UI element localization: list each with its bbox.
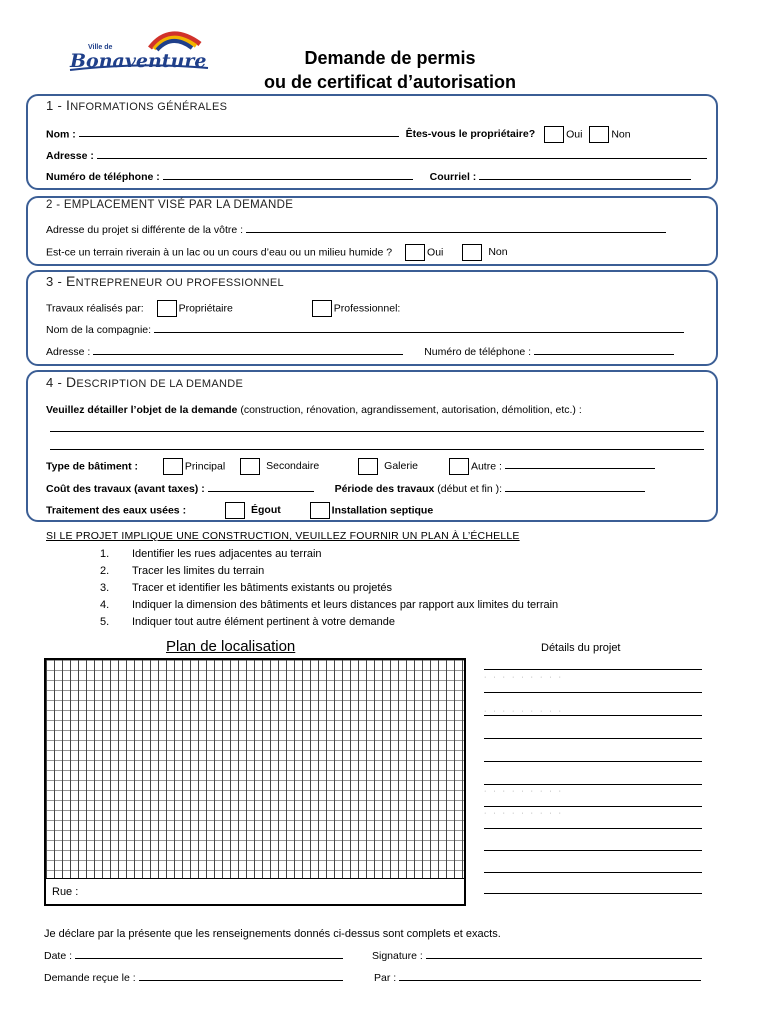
riverain-question: Est-ce un terrain riverain à un lac ou un cours d’eau ou un milieu humide ? [46, 246, 393, 259]
detail-rest: (construction, rénovation, agrandissement, autorisation, démolition, etc.) : [237, 404, 582, 416]
section-description [26, 370, 718, 522]
description-line-2[interactable] [50, 440, 704, 450]
riverain-non-checkbox[interactable] [462, 244, 482, 261]
eaux-usees-label: Traitement des eaux usées : [46, 504, 187, 517]
dotted-guide: ········· [484, 674, 568, 681]
details-title: Détails du projet [541, 642, 621, 654]
list-item: 4. Indiquer la dimension des bâtiments et leurs distances par rapport aux limites du terrain [100, 599, 559, 611]
plan-title: Plan de localisation [166, 638, 296, 655]
proprietaire-question: Êtes-vous le propriétaire? [405, 128, 536, 141]
entrepreneur-telephone-field[interactable] [534, 345, 674, 355]
periode-rest: (début et fin ): [434, 483, 503, 495]
adresse-projet-field[interactable] [246, 223, 666, 233]
adresse-label: Adresse : [46, 150, 94, 162]
proprietaire-oui-checkbox[interactable] [544, 126, 564, 143]
nom-label: Nom : [46, 128, 76, 141]
details-line[interactable] [484, 828, 702, 829]
adresse-field[interactable] [97, 149, 707, 159]
details-line[interactable] [484, 715, 702, 716]
riverain-non-label: Non [488, 246, 508, 259]
detail-bold: Veuillez détailler l’objet de la demande [46, 404, 238, 416]
egout-checkbox[interactable] [225, 502, 245, 519]
compagnie-field[interactable] [154, 323, 684, 333]
recue-field[interactable] [139, 971, 343, 981]
telephone-label: Numéro de téléphone : [46, 171, 160, 183]
dotted-guide: ········· [484, 708, 568, 715]
page-title-line1: Demande de permis [304, 48, 476, 68]
galerie-label: Galerie [384, 460, 419, 473]
par-label: Par : [374, 972, 397, 984]
principal-label: Principal [184, 460, 226, 473]
principal-checkbox[interactable] [163, 458, 183, 475]
proprietaire-non-checkbox[interactable] [589, 126, 609, 143]
list-item: 5. Indiquer tout autre élément pertinent à votre demande [100, 616, 395, 628]
details-line[interactable] [484, 738, 702, 739]
courriel-label: Courriel : [429, 171, 477, 183]
entrepreneur-adresse-field[interactable] [93, 345, 403, 355]
travaux-label: Travaux réalisés par: [46, 302, 144, 315]
professionnel-label: Professionnel: [333, 302, 401, 315]
oui-label: Oui [566, 128, 583, 141]
par-field[interactable] [399, 971, 701, 981]
signature-label: Signature : [372, 950, 423, 962]
grid-divider [46, 878, 464, 879]
secondaire-label: Secondaire [266, 460, 320, 473]
declaration-text: Je déclare par la présente que les renseignements donnés ci-dessus sont complets et exacts. [44, 928, 501, 940]
secondaire-checkbox[interactable] [240, 458, 260, 475]
proprietaire-checkbox[interactable] [157, 300, 177, 317]
courriel-field[interactable] [479, 170, 691, 180]
autre-label: Autre : [470, 460, 502, 473]
entrepreneur-telephone-label: Numéro de téléphone : [424, 346, 532, 358]
section2-heading: 2 - EMPLACEMENT VISÉ PAR LA DEMANDE [46, 199, 294, 211]
cout-label: Coût des travaux (avant taxes) : [46, 483, 205, 495]
autre-field[interactable] [505, 459, 655, 469]
recue-label: Demande reçue le : [44, 972, 136, 984]
dotted-guide: ········· [484, 810, 568, 817]
logo-big-text: Bonaventure [70, 50, 207, 72]
section4-heading: 4 - DESCRIPTION DE LA DEMANDE [46, 374, 244, 390]
details-line[interactable] [484, 850, 702, 851]
rue-label: Rue : [52, 886, 79, 898]
signature-field[interactable] [426, 949, 702, 959]
cout-field[interactable] [208, 482, 314, 492]
instructions-list [100, 546, 558, 631]
galerie-checkbox[interactable] [358, 458, 378, 475]
professionnel-checkbox[interactable] [312, 300, 332, 317]
adresse-projet-label: Adresse du projet si différente de la vôtre : [46, 224, 244, 236]
riverain-oui-checkbox[interactable] [405, 244, 425, 261]
riverain-oui-label: Oui [427, 246, 444, 259]
details-line[interactable] [484, 669, 702, 670]
details-line[interactable] [484, 692, 702, 693]
egout-label: Égout [251, 504, 281, 517]
details-line[interactable] [484, 893, 702, 894]
periode-bold: Période des travaux [334, 483, 435, 495]
date-label: Date : [44, 950, 73, 962]
logo-small-text: Ville de [88, 44, 113, 51]
details-line[interactable] [484, 784, 702, 785]
details-line[interactable] [484, 806, 702, 807]
plan-localisation-grid[interactable] [44, 658, 466, 906]
septique-checkbox[interactable] [310, 502, 330, 519]
details-line[interactable] [484, 872, 702, 873]
grid-area[interactable] [46, 660, 464, 878]
entrepreneur-adresse-label: Adresse : [46, 346, 91, 358]
telephone-field[interactable] [163, 170, 413, 180]
nom-field[interactable] [79, 127, 399, 137]
autre-checkbox[interactable] [449, 458, 469, 475]
septique-label: Installation septique [331, 504, 434, 517]
details-line[interactable] [484, 761, 702, 762]
non-label: Non [611, 128, 631, 141]
section-entrepreneur [26, 270, 718, 366]
section-informations-generales [26, 94, 718, 190]
page-title-line2: ou de certificat d’autorisation [263, 72, 517, 92]
compagnie-label: Nom de la compagnie: [46, 324, 152, 336]
section-emplacement [26, 196, 718, 266]
proprietaire-label: Propriétaire [178, 302, 233, 315]
periode-field[interactable] [505, 482, 645, 492]
instructions-title: SI LE PROJET IMPLIQUE UNE CONSTRUCTION, VEUILLEZ FOURNIR UN PLAN À L’ÉCHELLE [46, 530, 520, 542]
section1-heading: 1 - INFORMATIONS GÉNÉRALES [46, 97, 228, 113]
type-batiment-label: Type de bâtiment : [46, 460, 138, 473]
list-item: 1. Identifier les rues adjacentes au terrain [100, 548, 322, 560]
list-item: 2. Tracer les limites du terrain [100, 565, 265, 577]
description-line-1[interactable] [50, 422, 704, 432]
date-field[interactable] [75, 949, 343, 959]
dotted-guide: ········· [484, 788, 568, 795]
section3-heading: 3 - ENTREPRENEUR OU PROFESSIONNEL [46, 273, 284, 289]
list-item: 3. Tracer et identifier les bâtiments existants ou projetés [100, 582, 393, 594]
